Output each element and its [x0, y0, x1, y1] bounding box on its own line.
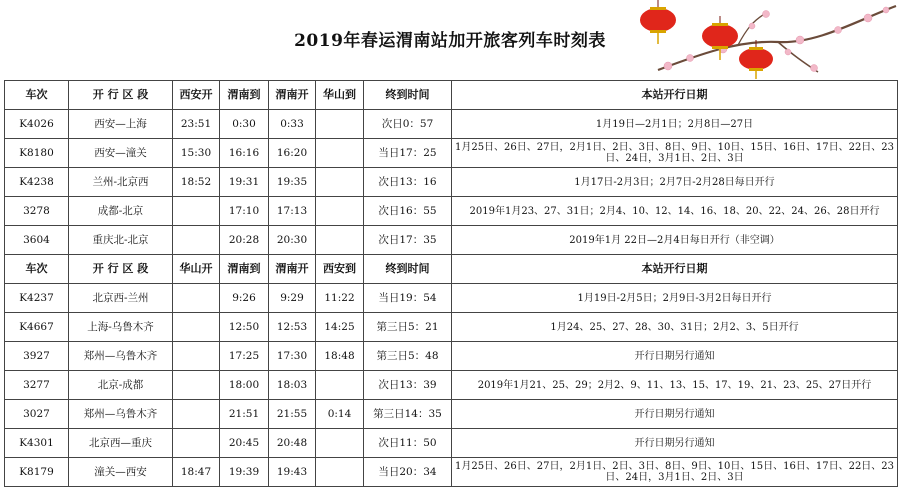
- cell-terminal-time: 次日13：39: [364, 371, 452, 400]
- table-row: [5, 313, 898, 342]
- cell-arrive-2: 14:25: [316, 313, 364, 342]
- cell-arrive-2: [316, 110, 364, 139]
- cell-service-dates: 2019年1月 22日—2月4日每日开行（非空调）: [452, 226, 898, 255]
- cell-terminal-time: 次日0：57: [364, 110, 452, 139]
- cell-arrive-weinan: 9:26: [220, 284, 269, 313]
- train-timetable: [4, 80, 898, 487]
- cell-depart-1: [173, 226, 220, 255]
- cell-route: 成都-北京: [69, 197, 173, 226]
- cell-depart-weinan: 19:35: [269, 168, 316, 197]
- cell-service-dates: 1月19日—2月1日；2月8日—27日: [452, 110, 898, 139]
- cell-train-number: K4026: [5, 110, 69, 139]
- table-row: [5, 429, 898, 458]
- cell-train-number: 3604: [5, 226, 69, 255]
- cell-service-dates: 1月25日、26日、27日，2月1日、2日、3日、8日、9日、10日、15日、16日、17日、22日、23日、24日，3月1日、2日、3日: [452, 458, 898, 487]
- cell-depart-1: [173, 400, 220, 429]
- cell-depart-1: 23:51: [173, 110, 220, 139]
- cell-arrive-2: [316, 458, 364, 487]
- cell-service-dates: 1月17日-2月3日；2月7日-2月28日每日开行: [452, 168, 898, 197]
- cell-arrive-weinan: 0:30: [220, 110, 269, 139]
- cell-terminal-time: 当日19：54: [364, 284, 452, 313]
- header-train-number: 车次: [5, 81, 69, 110]
- cell-arrive-weinan: 19:31: [220, 168, 269, 197]
- cell-train-number: K4301: [5, 429, 69, 458]
- cell-terminal-time: 第三日5：21: [364, 313, 452, 342]
- cell-route: 西安—潼关: [69, 139, 173, 168]
- header-route: 开 行 区 段: [69, 81, 173, 110]
- table-header-row: [5, 81, 898, 110]
- cell-depart-weinan: 19:43: [269, 458, 316, 487]
- cell-terminal-time: 第三日5：48: [364, 342, 452, 371]
- cell-route: 上海-乌鲁木齐: [69, 313, 173, 342]
- cell-arrive-weinan: 19:39: [220, 458, 269, 487]
- cell-service-dates: 1月19日-2月5日；2月9日-3月2日每日开行: [452, 284, 898, 313]
- table-row: [5, 371, 898, 400]
- cell-terminal-time: 次日16：55: [364, 197, 452, 226]
- cell-depart-1: [173, 313, 220, 342]
- cell-depart-1: 18:52: [173, 168, 220, 197]
- cell-depart-1: 15:30: [173, 139, 220, 168]
- cell-arrive-weinan: 20:45: [220, 429, 269, 458]
- table-row: [5, 342, 898, 371]
- cell-depart-1: [173, 342, 220, 371]
- cell-route: 西安—上海: [69, 110, 173, 139]
- cell-train-number: K4237: [5, 284, 69, 313]
- cell-arrive-2: 11:22: [316, 284, 364, 313]
- header-terminal-time: 终到时间: [364, 255, 452, 284]
- cell-depart-weinan: 16:20: [269, 139, 316, 168]
- cell-arrive-2: [316, 371, 364, 400]
- table-row: [5, 226, 898, 255]
- cell-train-number: 3277: [5, 371, 69, 400]
- cell-depart-weinan: 21:55: [269, 400, 316, 429]
- cell-depart-weinan: 9:29: [269, 284, 316, 313]
- cell-train-number: 3927: [5, 342, 69, 371]
- cell-terminal-time: 第三日14：35: [364, 400, 452, 429]
- cell-depart-weinan: 20:30: [269, 226, 316, 255]
- cell-service-dates: 开行日期另行通知: [452, 400, 898, 429]
- table-row: [5, 458, 898, 487]
- cell-service-dates: 开行日期另行通知: [452, 342, 898, 371]
- header-service-dates: 本站开行日期: [452, 81, 898, 110]
- cell-service-dates: 2019年1月21、25、29；2月2、9、11、13、15、17、19、21、23、25、27日开行: [452, 371, 898, 400]
- header-service-dates: 本站开行日期: [452, 255, 898, 284]
- table-row: [5, 139, 898, 168]
- cell-service-dates: 1月24、25、27、28、30、31日；2月2、3、5日开行: [452, 313, 898, 342]
- table-row: [5, 400, 898, 429]
- table-row: [5, 197, 898, 226]
- cell-arrive-2: 0:14: [316, 400, 364, 429]
- cell-arrive-2: [316, 226, 364, 255]
- cell-route: 郑州—乌鲁木齐: [69, 400, 173, 429]
- cell-depart-weinan: 0:33: [269, 110, 316, 139]
- cell-arrive-weinan: 17:25: [220, 342, 269, 371]
- cell-arrive-2: [316, 197, 364, 226]
- cell-terminal-time: 次日11：50: [364, 429, 452, 458]
- table-row: [5, 110, 898, 139]
- cell-service-dates: 开行日期另行通知: [452, 429, 898, 458]
- cell-service-dates: 1月25日、26日、27日，2月1日、2日、3日、8日、9日、10日、15日、16日、17日、22日、23日、24日，3月1日、2日、3日: [452, 139, 898, 168]
- cell-train-number: K8179: [5, 458, 69, 487]
- cell-route: 北京西-兰州: [69, 284, 173, 313]
- header-route: 开 行 区 段: [69, 255, 173, 284]
- header-arrive-2: 华山到: [316, 81, 364, 110]
- cell-arrive-2: [316, 139, 364, 168]
- cell-depart-weinan: 17:30: [269, 342, 316, 371]
- header-terminal-time: 终到时间: [364, 81, 452, 110]
- cell-arrive-2: [316, 168, 364, 197]
- cell-arrive-weinan: 17:10: [220, 197, 269, 226]
- table-row: [5, 284, 898, 313]
- header-arrive-weinan: 渭南到: [220, 255, 269, 284]
- header-train-number: 车次: [5, 255, 69, 284]
- cell-terminal-time: 当日20：34: [364, 458, 452, 487]
- cell-terminal-time: 次日13：16: [364, 168, 452, 197]
- cell-route: 郑州—乌鲁木齐: [69, 342, 173, 371]
- cell-arrive-2: 18:48: [316, 342, 364, 371]
- cell-depart-1: 18:47: [173, 458, 220, 487]
- cell-route: 北京-成都: [69, 371, 173, 400]
- cell-arrive-weinan: 12:50: [220, 313, 269, 342]
- cell-arrive-weinan: 16:16: [220, 139, 269, 168]
- cell-arrive-2: [316, 429, 364, 458]
- cell-train-number: K4238: [5, 168, 69, 197]
- cell-depart-1: [173, 371, 220, 400]
- page-title: 2019年春运渭南站加开旅客列车时刻表: [294, 31, 606, 51]
- cell-arrive-weinan: 20:28: [220, 226, 269, 255]
- cell-terminal-time: 当日17：25: [364, 139, 452, 168]
- cell-depart-weinan: 18:03: [269, 371, 316, 400]
- cell-route: 潼关—西安: [69, 458, 173, 487]
- cell-depart-weinan: 17:13: [269, 197, 316, 226]
- header-arrive-2: 西安到: [316, 255, 364, 284]
- cell-service-dates: 2019年1月23、27、31日；2月4、10、12、14、16、18、20、22、24、26、28日开行: [452, 197, 898, 226]
- cell-depart-weinan: 12:53: [269, 313, 316, 342]
- cell-depart-weinan: 20:48: [269, 429, 316, 458]
- table-row: [5, 168, 898, 197]
- cell-depart-1: [173, 429, 220, 458]
- header-depart-1: 西安开: [173, 81, 220, 110]
- header-depart-1: 华山开: [173, 255, 220, 284]
- header-arrive-weinan: 渭南到: [220, 81, 269, 110]
- table-header-row: [5, 255, 898, 284]
- cell-route: 北京西—重庆: [69, 429, 173, 458]
- cell-train-number: K4667: [5, 313, 69, 342]
- cell-route: 重庆北-北京: [69, 226, 173, 255]
- cell-route: 兰州-北京西: [69, 168, 173, 197]
- cell-depart-1: [173, 284, 220, 313]
- cell-depart-1: [173, 197, 220, 226]
- header-depart-weinan: 渭南开: [269, 81, 316, 110]
- header-depart-weinan: 渭南开: [269, 255, 316, 284]
- cell-train-number: 3278: [5, 197, 69, 226]
- cell-arrive-weinan: 21:51: [220, 400, 269, 429]
- cell-arrive-weinan: 18:00: [220, 371, 269, 400]
- cell-terminal-time: 次日17：35: [364, 226, 452, 255]
- cell-train-number: 3027: [5, 400, 69, 429]
- cell-train-number: K8180: [5, 139, 69, 168]
